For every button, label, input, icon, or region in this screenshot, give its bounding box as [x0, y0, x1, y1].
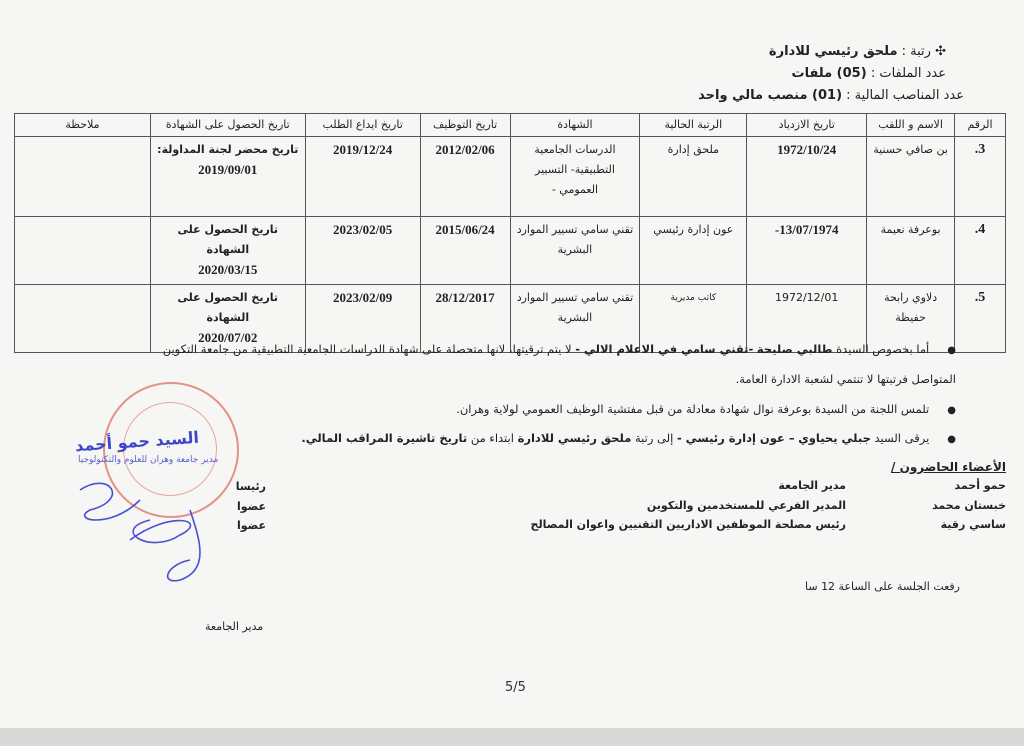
- cert-date: 2020/03/15: [198, 262, 258, 277]
- scan-edge: [0, 728, 1024, 746]
- page-number: 5/5: [505, 680, 526, 695]
- rank-label: رتبة :: [901, 44, 931, 59]
- row-hired: 28/12/2017: [420, 285, 510, 353]
- col-cert: تاريخ الحصول على الشهادة: [150, 114, 305, 137]
- note-text: لا يتم ترقيتها، لانها متحصلة على شهادة الدراسات الجامعية التطبيقية من جامعة التكوين: [162, 342, 572, 356]
- col-filed: تاريخ ايداع الطلب: [305, 114, 420, 137]
- note-bold: ملحق رئيسي للادارة: [517, 431, 632, 445]
- attendee-position: رئيس مصلحة الموظفين الاداريين التقنيين واعوان المصالح: [530, 518, 846, 531]
- bullet-icon: ●: [947, 434, 956, 445]
- signature-title: مدير الجامعة: [205, 620, 264, 633]
- row-name: دلاوي رابحة حفيظة: [867, 285, 955, 353]
- attendee-role: عضوا: [236, 500, 266, 513]
- row-hired: 2015/06/24: [420, 217, 510, 285]
- attendee-role: عضوا: [236, 519, 266, 532]
- row-cert: [150, 217, 305, 285]
- posts-count: [698, 88, 964, 103]
- bullet-icon: ●: [947, 405, 956, 416]
- note-text: يرقى السيد: [874, 431, 930, 445]
- row-number: 4.: [955, 217, 1006, 285]
- row-birth: 1972/10/24: [747, 137, 867, 217]
- row-hired: 2012/02/06: [420, 137, 510, 217]
- attendee-name: ساسي رقية: [940, 518, 1006, 531]
- note-1-continued: المتواصل فرتبتها لا تنتمي لشعبة الادارة العامة.: [735, 372, 956, 386]
- col-rank: الرتبة الحالية: [640, 114, 747, 137]
- row-rank: عون إدارة رئيسي: [640, 217, 747, 285]
- files-value: (05) ملفات: [791, 66, 867, 81]
- row-cert: [150, 137, 305, 217]
- row-rank: ملحق إدارة: [640, 137, 747, 217]
- cert-date: 2020/07/02: [198, 330, 258, 345]
- note-text: تلمس اللجنة من السيدة بوعرفة نوال شهادة معادلة من قبل مفتشية الوظيف العمومي لولاية وهران.: [456, 402, 930, 416]
- attendees-title: الأعضاء الحاضرون /: [891, 460, 1006, 474]
- attendee-name: خبستان محمد: [932, 499, 1006, 512]
- col-hired: تاريخ التوظيف: [420, 114, 510, 137]
- rank-line: [769, 44, 946, 59]
- note-text: ابتداء من: [470, 431, 514, 445]
- rank-value: ملحق رئيسي للادارة: [768, 44, 898, 59]
- candidates-table: [14, 113, 1006, 353]
- row-degree: تقني سامي تسيير الموارد البشرية: [510, 217, 640, 285]
- posts-label: عدد المناصب المالية :: [846, 88, 964, 103]
- table-row: [15, 217, 1006, 285]
- row-note: [15, 285, 151, 353]
- cert-label: تاريخ الحصول على الشهادة: [177, 291, 279, 324]
- cert-date: 2019/09/01: [198, 162, 258, 177]
- row-degree: تقني سامي تسيير الموارد البشرية: [510, 285, 640, 353]
- row-number: 3.: [955, 137, 1006, 217]
- posts-value: (01) منصب مالي واحد: [698, 88, 843, 103]
- row-name: بن صافي حسنية: [867, 137, 955, 217]
- row-birth: 13/07/1974-: [747, 217, 867, 285]
- files-count: [792, 66, 947, 81]
- note-1: [163, 342, 956, 356]
- cert-label: تاريخ الحصول على الشهادة: [177, 223, 279, 256]
- note-3: [301, 431, 956, 445]
- note-2: [456, 402, 956, 416]
- note-bold: – عون إدارة رئيسي -: [676, 431, 795, 445]
- closing-statement: رفعت الجلسة على الساعة 12 سا: [804, 580, 960, 593]
- files-label: عدد الملفات :: [870, 66, 946, 81]
- note-bold: تاريخ تاشيرة المراقب المالي.: [301, 431, 468, 445]
- note-bold: جبلي يحياوي: [798, 431, 871, 445]
- row-filed: 2023/02/05: [305, 217, 420, 285]
- attendee-position: المدير الفرعي للمستخدمين والتكوين: [646, 499, 846, 512]
- note-bold: طالبي صليحة: [756, 342, 833, 356]
- col-note: ملاحظة: [15, 114, 151, 137]
- row-note: [15, 217, 151, 285]
- attendee-role: رئيسا: [235, 480, 266, 493]
- handwritten-signature: [70, 470, 230, 590]
- col-birth: تاريخ الازدياد: [747, 114, 867, 137]
- row-filed: 2023/02/09: [305, 285, 420, 353]
- bullet-icon: ●: [947, 345, 956, 356]
- row-degree: الدرسات الجامعية التطبيقية- التسيير العمومي -: [510, 137, 640, 217]
- attendee-position: مدير الجامعة: [778, 479, 846, 492]
- row-name: بوعرفة نعيمة: [867, 217, 955, 285]
- note-bold: -تقني سامي في الاعلام الالي -: [575, 342, 754, 356]
- bullet-icon: ✣: [930, 44, 946, 59]
- row-note: [15, 137, 151, 217]
- row-filed: 2019/12/24: [305, 137, 420, 217]
- note-text: أما بخصوص السيدة: [836, 342, 930, 356]
- attendee-name: حمو أحمد: [954, 479, 1006, 492]
- row-number: 5.: [955, 285, 1006, 353]
- table-header-row: [15, 114, 1006, 137]
- col-degree: الشهادة: [510, 114, 640, 137]
- col-number: الرقم: [955, 114, 1006, 137]
- table-row: [15, 137, 1006, 217]
- cert-label: تاريخ محضر لجنة المداولة:: [157, 143, 299, 156]
- stamp-name: السيد حمو أحمد: [74, 427, 200, 456]
- row-birth: 1972/12/01: [747, 285, 867, 353]
- row-rank: كاتب مديرية: [640, 285, 747, 353]
- note-text: إلى رتبة: [634, 431, 674, 445]
- col-name: الاسم و اللقب: [867, 114, 955, 137]
- stamp-subtitle: مدير جامعة وهران للعلوم والتكنولوجيا: [78, 455, 219, 465]
